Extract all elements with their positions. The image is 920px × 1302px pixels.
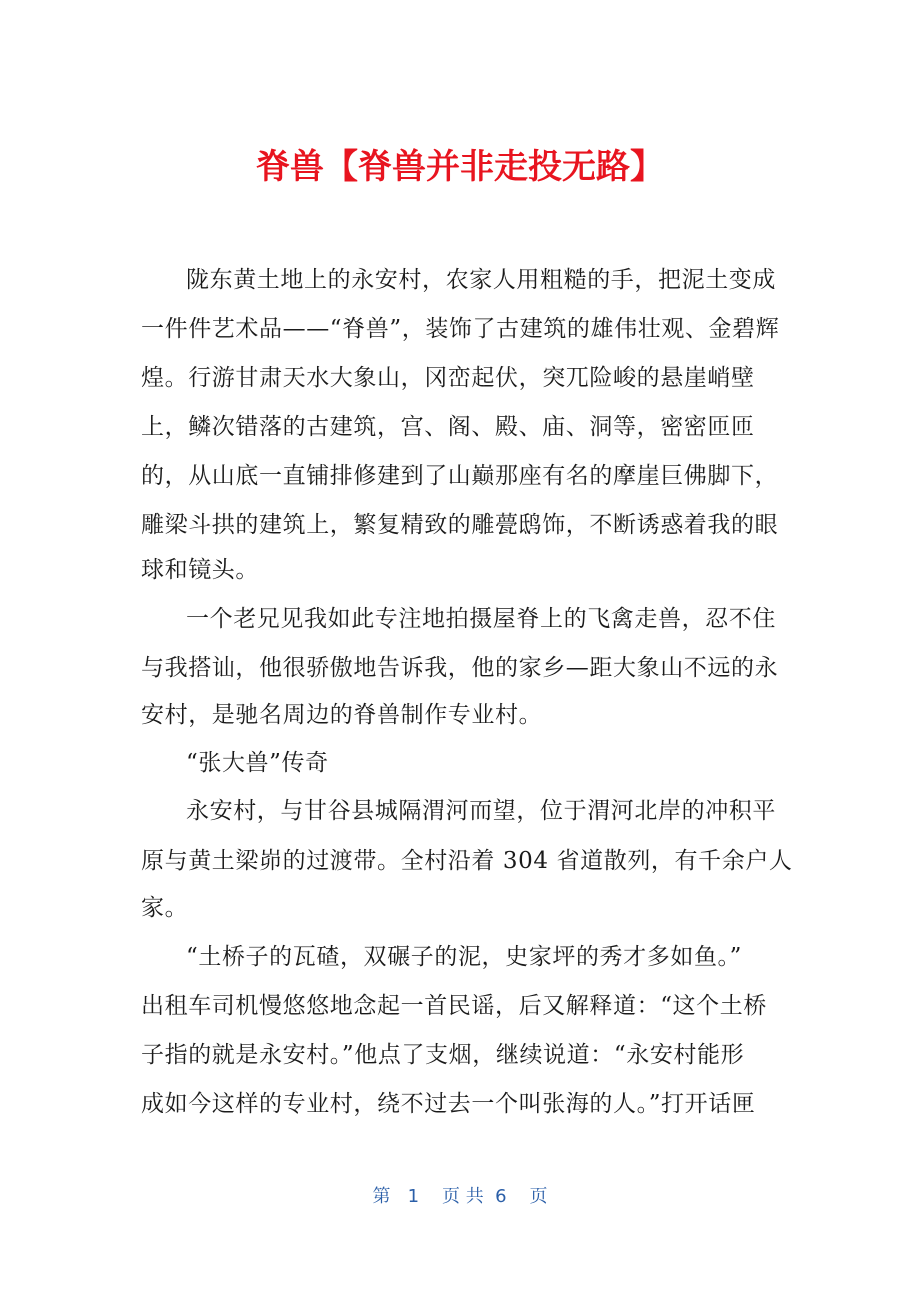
body-line: 的，从山底一直铺排修建到了山巅那座有名的摩崖巨佛脚下， bbox=[141, 463, 779, 489]
body-line: 与我搭讪，他很骄傲地告诉我，他的家乡—距大象山不远的永 bbox=[141, 655, 779, 681]
body-line: 出租车司机慢悠悠地念起一首民谣，后又解释道：“这个土桥 bbox=[141, 993, 767, 1019]
body-line: “土桥子的瓦碴，双碾子的泥，史家坪的秀才多如鱼。” bbox=[186, 944, 743, 970]
body-line: 一件件艺术品——“脊兽”，装饰了古建筑的雄伟壮观、金碧辉 bbox=[141, 316, 780, 342]
body-line: 煌。行游甘肃天水大象山，冈峦起伏，突兀险峻的悬崖峭壁 bbox=[141, 365, 755, 391]
page-number-footer: 第 1 页 共 6 页 bbox=[372, 1186, 548, 1207]
body-line: 安村，是驰名周边的脊兽制作专业村。 bbox=[141, 702, 543, 728]
body-line: 一个老兄见我如此专注地拍摄屋脊上的飞禽走兽，忍不住 bbox=[186, 606, 776, 632]
body-line: 成如今这样的专业村，绕不过去一个叫张海的人。”打开话匣 bbox=[141, 1091, 756, 1117]
body-line: 家。 bbox=[141, 895, 189, 921]
body-line: 球和镜头。 bbox=[141, 557, 259, 583]
body-line: 原与黄土梁峁的过渡带。全村沿着 304 省道散列，有千余户人 bbox=[141, 848, 793, 874]
body-line: 永安村，与甘谷县城隔渭河而望，位于渭河北岸的冲积平 bbox=[186, 798, 776, 824]
document-title: 脊兽【脊兽并非走投无路】 bbox=[256, 147, 664, 187]
body-line: 陇东黄土地上的永安村，农家人用粗糙的手，把泥土变成 bbox=[186, 267, 776, 293]
body-line: 上，鳞次错落的古建筑，宫、阁、殿、庙、洞等，密密匝匝 bbox=[141, 414, 755, 440]
body-line: 子指的就是永安村。”他点了支烟，继续说道：“永安村能形 bbox=[141, 1042, 745, 1068]
body-line: 雕梁斗拱的建筑上，繁复精致的雕甍鸱饰，不断诱惑着我的眼 bbox=[141, 512, 779, 538]
section-heading: “张大兽”传奇 bbox=[186, 750, 329, 776]
